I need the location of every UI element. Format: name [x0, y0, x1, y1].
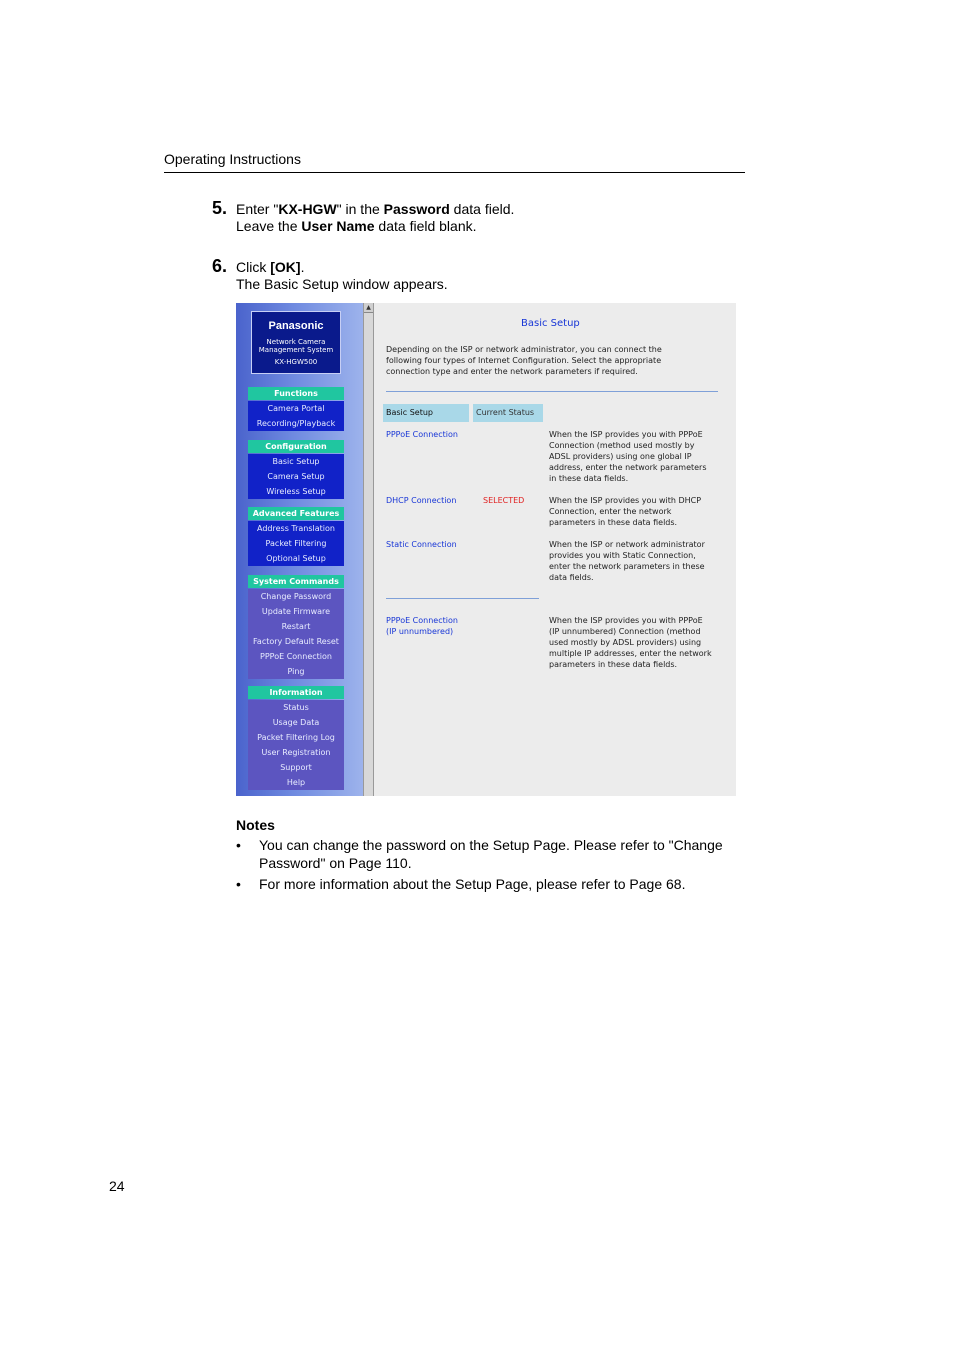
- basic-setup-screenshot: [236, 303, 736, 796]
- step-number-5: 5.: [212, 198, 228, 218]
- step-6-text: Click [OK]. The Basic Setup window appears.: [236, 259, 448, 292]
- divider-top: [386, 391, 718, 392]
- group-title-advanced-features: Advanced Features: [248, 507, 344, 520]
- nav-usage-data[interactable]: Usage Data: [272, 718, 320, 727]
- group-functions: [248, 401, 344, 431]
- link-pppoe-unnumbered[interactable]: PPPoE Connection (IP unnumbered): [386, 616, 458, 636]
- group-title-system-commands: System Commands: [248, 575, 344, 588]
- divider-middle: [386, 598, 539, 599]
- step-5-text: Enter "KX-HGW" in the Password data field. Leave the User Name data field blank.: [236, 201, 515, 234]
- frame-scrollbar[interactable]: [363, 303, 374, 796]
- nav-basic-setup[interactable]: Basic Setup: [272, 457, 320, 466]
- link-pppoe-connection[interactable]: PPPoE Connection: [386, 430, 458, 439]
- nav-update-firmware[interactable]: Update Firmware: [261, 607, 331, 616]
- main-content: [376, 303, 736, 796]
- group-information: [248, 700, 344, 790]
- status-selected: SELECTED: [483, 496, 525, 505]
- running-header: Operating Instructions: [164, 151, 301, 167]
- nav-address-translation[interactable]: Address Translation: [257, 524, 335, 533]
- nav-optional-setup[interactable]: Optional Setup: [266, 554, 326, 563]
- nav-pppoe-connection[interactable]: PPPoE Connection: [260, 652, 332, 661]
- notes-title: Notes: [236, 817, 275, 833]
- panasonic-logo: Panasonic Network Camera Management System KX-HGW500: [251, 311, 341, 374]
- group-title-functions: Functions: [248, 387, 344, 400]
- tab-basic-setup[interactable]: Basic Setup: [383, 404, 469, 422]
- nav-support[interactable]: Support: [280, 763, 312, 772]
- header-rule: [164, 172, 745, 173]
- nav-recording-playback[interactable]: Recording/Playback: [256, 419, 336, 428]
- nav-change-password[interactable]: Change Password: [260, 592, 332, 601]
- page-number: 24: [109, 1178, 125, 1194]
- step-number-6: 6.: [212, 256, 228, 276]
- group-system-commands: [248, 589, 344, 679]
- desc-dhcp: When the ISP provides you with DHCP Connection, enter the network parameters in these data fields.: [549, 496, 702, 527]
- nav-status[interactable]: Status: [283, 703, 309, 712]
- nav-factory-default-reset[interactable]: Factory Default Reset: [253, 637, 339, 646]
- nav-ping[interactable]: Ping: [287, 667, 305, 676]
- bullet-icon: •: [236, 876, 241, 892]
- link-static-connection[interactable]: Static Connection: [386, 540, 457, 549]
- note-item: For more information about the Setup Page, please refer to Page 68.: [259, 876, 686, 892]
- page-title: Basic Setup: [521, 318, 580, 329]
- nav-wireless-setup[interactable]: Wireless Setup: [266, 487, 326, 496]
- desc-pppoe: When the ISP provides you with PPPoE Connection (method used mostly by ADSL providers) using one global IP address, enter the network parameters in these data fields.: [549, 430, 707, 483]
- nav-user-registration[interactable]: User Registration: [261, 748, 331, 757]
- desc-static: When the ISP or network administrator provides you with Static Connection, enter the network parameters in these data fields.: [549, 540, 705, 582]
- nav-camera-setup[interactable]: Camera Setup: [267, 472, 325, 481]
- nav-packet-filtering-log[interactable]: Packet Filtering Log: [257, 733, 335, 742]
- note-item: You can change the password on the Setup Page. Please refer to "Change Password" on Page 110.: [259, 837, 723, 871]
- group-configuration: [248, 454, 344, 499]
- nav-restart[interactable]: Restart: [281, 622, 311, 631]
- link-dhcp-connection[interactable]: DHCP Connection: [386, 496, 457, 505]
- nav-camera-portal[interactable]: Camera Portal: [267, 404, 325, 413]
- tab-current-status[interactable]: Current Status: [473, 404, 543, 422]
- sidebar: [236, 303, 363, 796]
- intro-text: Depending on the ISP or network administrator, you can connect the following four types of Internet Configuration. Select the appropriate connection type and enter the network parameters if required.: [386, 345, 662, 376]
- nav-help[interactable]: Help: [286, 778, 306, 787]
- bullet-icon: •: [236, 837, 241, 853]
- group-title-information: Information: [248, 686, 344, 699]
- group-advanced-features: [248, 521, 344, 566]
- nav-packet-filtering[interactable]: Packet Filtering: [265, 539, 327, 548]
- scroll-up-arrow-icon[interactable]: ▲: [364, 303, 373, 313]
- group-title-configuration: Configuration: [248, 440, 344, 453]
- desc-pppoe-unnumbered: When the ISP provides you with PPPoE (IP unnumbered) Connection (method used mostly by ADSL providers) using multiple IP addresses, enter the network parameters in these data fields.: [549, 616, 712, 669]
